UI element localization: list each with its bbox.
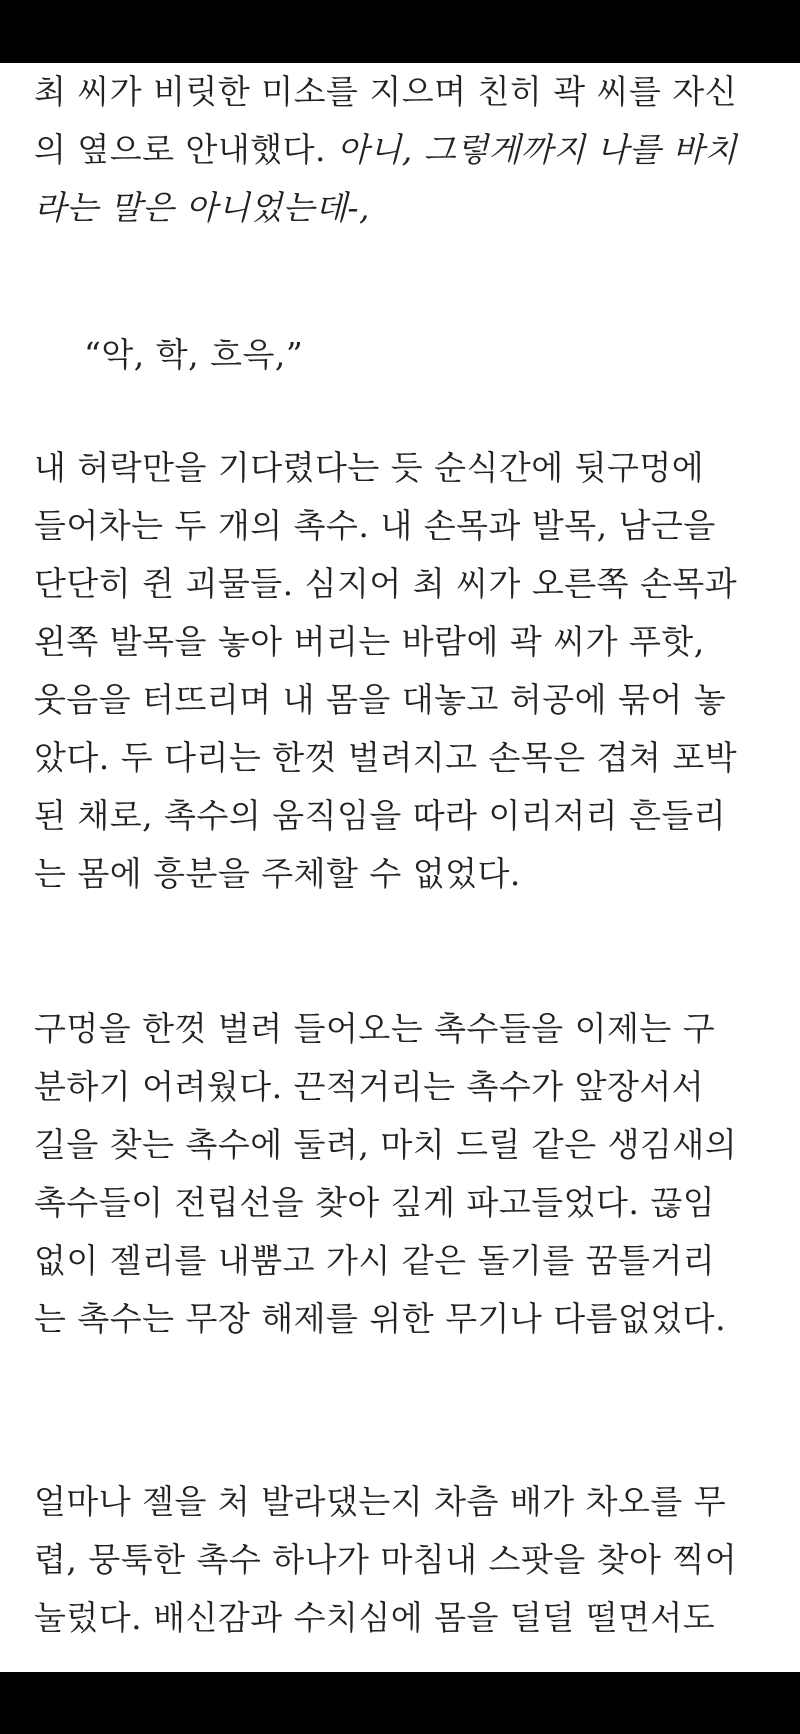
text-span: 의 옆으로 안내했다. xyxy=(34,130,337,169)
text-line: 최 씨가 비릿한 미소를 지으며 친히 곽 씨를 자신 xyxy=(34,72,738,111)
text-line xyxy=(34,179,774,237)
text-line: 렵, 뭉툭한 촉수 하나가 마침내 스팟을 찾아 찍어 xyxy=(34,1540,738,1579)
text-line: 된 채로, 촉수의 움직임을 따라 이리저리 흔들리 xyxy=(34,796,727,835)
text-line: 촉수들이 전립선을 찾아 깊게 파고들었다. 끊임 xyxy=(34,1183,716,1222)
paragraph-1 xyxy=(34,63,774,237)
text-line: 길을 찾는 촉수에 둘려, 마치 드릴 같은 생김새의 xyxy=(34,1125,738,1164)
bottom-navigation-bar xyxy=(0,1672,800,1734)
text-line: 구멍을 한껏 벌려 들어오는 촉수들을 이제는 구 xyxy=(34,1009,716,1048)
text-line: 았다. 두 다리는 한껏 벌려지고 손목은 겹쳐 포박 xyxy=(34,738,738,777)
paragraph-4 xyxy=(34,1473,774,1647)
top-system-bar xyxy=(0,0,800,63)
text-line: 눌렀다. 배신감과 수치심에 몸을 덜덜 떨면서도 xyxy=(34,1598,716,1637)
text-line: 는 몸에 흥분을 주체할 수 없었다. xyxy=(34,854,521,893)
paragraph-2 xyxy=(34,439,774,903)
text-line xyxy=(34,121,774,179)
text-line: 내 허락만을 기다렸다는 듯 순식간에 뒷구멍에 xyxy=(34,448,705,487)
paragraph-3 xyxy=(34,1000,774,1348)
text-line: 웃음을 터뜨리며 내 몸을 대놓고 허공에 묶어 놓 xyxy=(34,680,727,719)
reader-content[interactable] xyxy=(0,63,800,1672)
italic-text: 아니, 그렇게까지 나를 바치 xyxy=(336,130,738,169)
text-line: “악, 학, 흐윽,” xyxy=(84,335,304,374)
text-line: 없이 젤리를 내뿜고 가시 같은 돌기를 꿈틀거리 xyxy=(34,1241,716,1280)
text-line: 들어차는 두 개의 촉수. 내 손목과 발목, 남근을 xyxy=(34,506,716,545)
text-line: 왼쪽 발목을 놓아 버리는 바람에 곽 씨가 푸핫, xyxy=(34,622,705,661)
italic-text: 라는 말은 아니었는데-, xyxy=(34,188,371,227)
text-line: 단단히 쥔 괴물들. 심지어 최 씨가 오른쪽 손목과 xyxy=(34,564,738,603)
text-line: 는 촉수는 무장 해제를 위한 무기나 다름없었다. xyxy=(34,1299,727,1338)
dialogue-line xyxy=(84,326,800,384)
text-line: 얼마나 젤을 처 발라댔는지 차츰 배가 차오를 무 xyxy=(34,1482,727,1521)
text-line: 분하기 어려웠다. 끈적거리는 촉수가 앞장서서 xyxy=(34,1067,705,1106)
